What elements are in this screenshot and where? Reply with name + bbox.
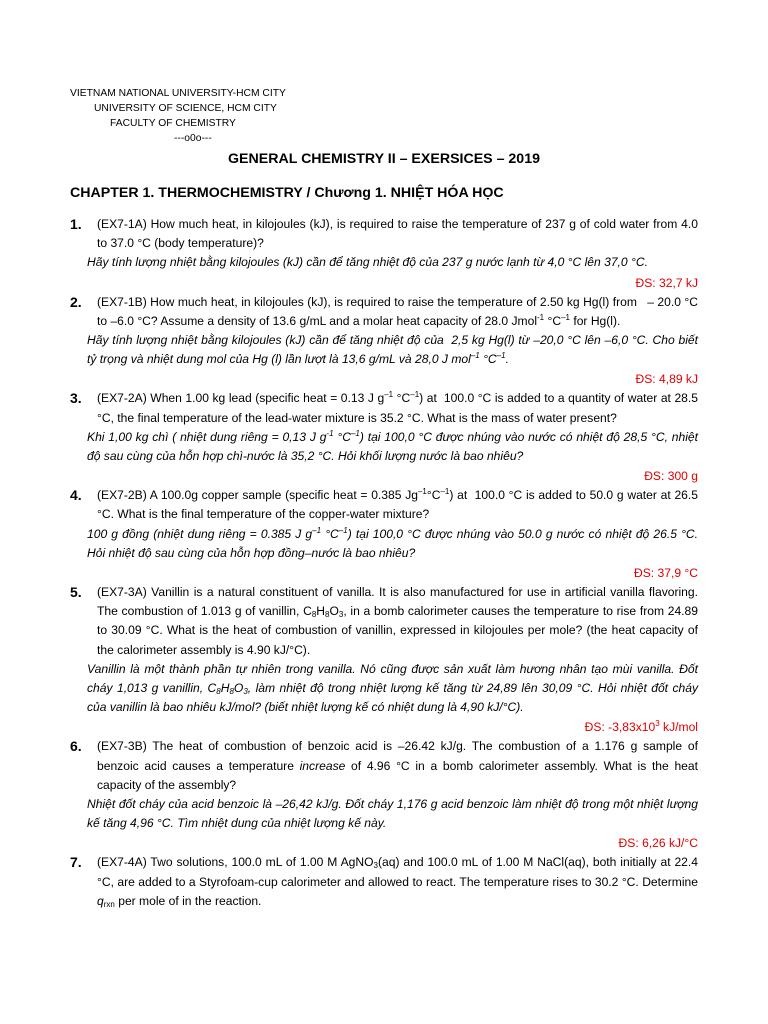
exercise-question-vi: 100 g đồng (nhiệt dung riêng = 0.385 J $g^{-1}$ $^\circ C^{-1}$) tại 100,0 °C được nhúng vào 50.0 g nước có nhiệt độ 26.5 °C. Hỏi nhiệt độ sau cùng của hỗn hợp đồng–nước là bao nhiêu? <box>87 525 699 560</box>
exercise-question-vi: Hãy tính lượng nhiệt bằng kilojoules (kJ) cần để tăng nhiệt độ của 2,5 kg Hg(l) từ –20,0 °C lên –6,0 °C. Cho biết tỷ trọng và nhiệt dung mol của Hg (l) lần lượt là 13,6 g/mL và 28,0 J mol$^{-1}$ $^\circ C^{-1}$. <box>87 333 698 367</box>
exercise-number: 5. <box>70 584 82 601</box>
exercise-item <box>70 737 698 853</box>
exercise-number: 3. <box>70 390 82 407</box>
exercise-answer: ĐS: 4,89 kJ <box>635 372 698 387</box>
document-title: GENERAL CHEMISTRY II – EXERSICES – 2019 <box>228 151 540 167</box>
exercise-question-vi: Hãy tính lượng nhiệt bằng kilojoules (kJ) cần để tăng nhiệt độ của 237 g nước lạnh từ 4,0 °C lên 37,0 °C. <box>87 255 648 270</box>
exercise-item <box>70 389 698 486</box>
exercise-question-en: (EX7-2A) When 1.00 kg lead (specific heat = 0.13 J $g^{-1}$ $^\circ C^{-1}$) at 100.0 °C is added to a quantity of water at 28.5 °C, the final temperature of the lead-water mixture is 35.2 °C. What is the mass of water present? <box>97 390 698 425</box>
exercise-question-en: (EX7-1A) How much heat, in kilojoules (kJ), is required to raise the temperature of 237 g of cold water from 4.0 to 37.0 °C (body temperature)? <box>97 217 698 251</box>
exercise-number: 6. <box>70 738 82 755</box>
school-name: UNIVERSITY OF SCIENCE, HCM CITY <box>94 103 277 114</box>
exercise-number: 7. <box>70 854 82 871</box>
exercise-question-en: (EX7-3B) The heat of combustion of benzoic acid is –26.42 kJ/g. The combustion of a 1.176 g sample of benzoic acid causes a temperature increase of 4.96 °C in a bomb calorimeter assembly. What is the heat capacity of the assembly? <box>97 739 698 792</box>
exercise-answer: ĐS: $-3,83x10^3$ kJ/mol <box>584 719 698 735</box>
exercise-question-vi: Nhiệt đốt cháy của acid benzoic là –26,42 kJ/g. Đốt cháy 1,176 g acid benzoic làm nhiệt độ trong một nhiệt lượng kế tăng 4,96 °C. Tìm nhiệt dung của nhiệt lượng kế này. <box>87 797 698 831</box>
exercise-number: 4. <box>70 487 82 504</box>
header-ornament: ---o0o--- <box>174 133 212 144</box>
chapter-title: CHAPTER 1. THERMOCHEMISTRY / Chương 1. NHIỆT HÓA HỌC <box>70 185 504 201</box>
faculty-name: FACULTY OF CHEMISTRY <box>110 118 236 129</box>
exercise-question-vi: Khi 1,00 kg chì ( nhiệt dung riêng = 0,13 J $g^{-1}$ $^\circ C^{-1}$) tại 100,0 °C được nhúng vào nước có nhiệt độ 28,5 °C, nhiệt độ sau cùng của hỗn hợp chì-nước là 35,2 °C. Hỏi khối lượng nước là bao nhiêu? <box>87 428 698 464</box>
exercise-item <box>70 486 698 583</box>
exercise-answer: ĐS: 32,7 kJ <box>635 275 698 290</box>
exercise-question-en: (EX7-4A) Two solutions, 100.0 mL of 1.00 M AgNO$_3$(aq) and 100.0 mL of 1.00 M NaCl(aq), both initially at 22.4 °C, are added to a Styrofoam-cup calorimeter and allowed to react. The temperature rises to 30.2 °C. Determine $q_{rxn}$ per mole of in the reaction. <box>97 855 698 909</box>
exercise-answer: ĐS: 300 g <box>644 469 698 484</box>
exercise-question-vi: Vanillin là một thành phần tự nhiên trong vanilla. Nó cũng được sản xuất làm hương nhân tạo mùi vanilla. Đốt cháy 1,013 g vanillin, $C_8H_8O_3$, làm nhiệt độ trong nhiệt lượng kế tăng từ 24,89 lên 30,09 °C. Hỏi nhiệt đốt cháy của vanillin là bao nhiêu kJ/mol? (biết nhiệt lượng kế có nhiệt dung là 4,90 kJ/°C). <box>87 661 698 715</box>
university-name: VIETNAM NATIONAL UNIVERSITY-HCM CITY <box>70 88 286 99</box>
exercise-question-en: (EX7-3A) Vanillin is a natural constituent of vanilla. It is also manufactured for use in artificial vanilla flavoring. The combustion of 1.013 g of vanillin, $C_8H_8O_3$, in a bomb calorimeter causes the temperature to rise from 24.89 to 30.09 °C. What is the heat of combustion of vanillin, expressed in kilojoules per mole? (the heat capacity of the calorimeter assembly is 4.90 kJ/°C). <box>97 585 698 657</box>
exercise-item <box>70 215 698 293</box>
exercise-number: 2. <box>70 293 82 310</box>
exercise-answer: ĐS: 6,26 kJ/°C <box>618 836 698 851</box>
exercise-item <box>70 583 698 737</box>
exercise-question-en: (EX7-1B) How much heat, in kilojoules (kJ), is required to raise the temperature of 2.50 kg Hg(l) from – 20.0 °C to –6.0 °C? Assume a density of 13.6 g/mL and a molar heat capacity of 28.0 Jmol$^{-1}$ $^\circ C^{-1}$ for Hg(l). <box>97 294 698 328</box>
exercise-question-en: (EX7-2B) A 100.0g copper sample (specific heat = 0.385 $Jg^{-1}^\circ C^{-1}$) at 100.0 °C is added to 50.0 g water at 26.5 °C. What is the final temperature of the copper-water mixture? <box>97 487 698 522</box>
institution-header <box>70 86 698 146</box>
exercise-answer: ĐS: 37,9 °C <box>634 566 698 581</box>
exercise-number: 1. <box>70 216 82 232</box>
exercise-item <box>70 853 698 911</box>
exercise-list <box>70 215 698 911</box>
exercise-item <box>70 293 698 390</box>
